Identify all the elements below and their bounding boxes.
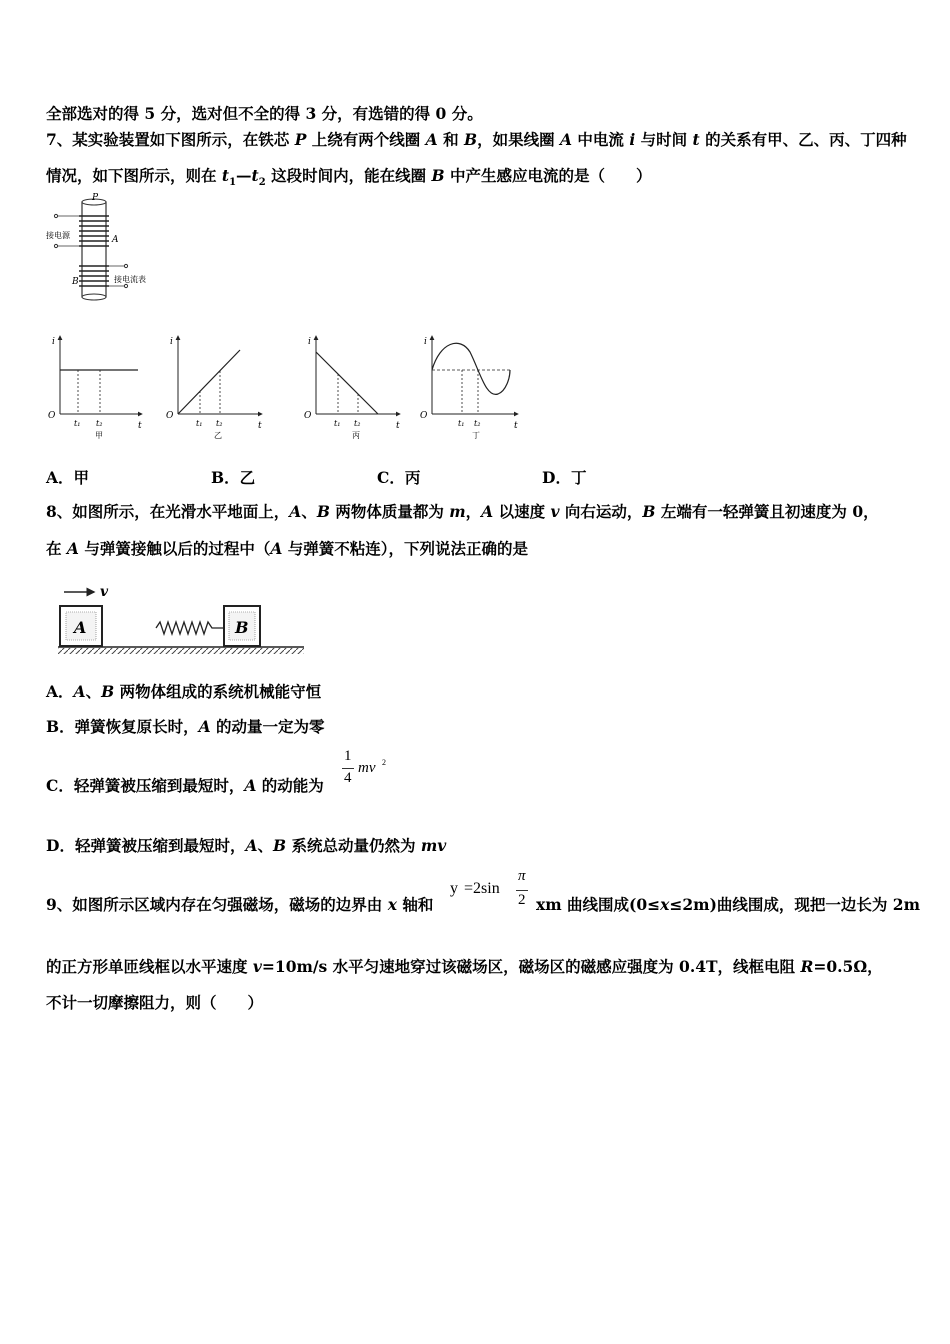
block-b: B xyxy=(235,618,249,637)
label-power: 接电源 xyxy=(46,231,70,240)
svg-text:t: t xyxy=(138,421,142,431)
svg-text:t₁: t₁ xyxy=(74,419,81,428)
svg-text:丙: 丙 xyxy=(352,431,360,440)
svg-text:O: O xyxy=(304,411,312,421)
q9-line1-left: 9、如图所示区域内存在匀强磁场，磁场的边界由 x 轴和 xyxy=(46,895,434,914)
svg-text:t: t xyxy=(396,421,400,431)
svg-text:t₂: t₂ xyxy=(96,419,103,428)
svg-text:t₁: t₁ xyxy=(196,419,203,428)
q8-option-b[interactable]: B．弹簧恢复原长时，A 的动量一定为零 xyxy=(46,717,325,736)
svg-text:i: i xyxy=(424,337,427,347)
svg-text:甲: 甲 xyxy=(95,431,103,440)
graph-yi xyxy=(166,336,262,440)
q9-line2: 的正方形单匝线框以水平速度 v=10m/s 水平匀速地穿过该磁场区，磁场区的磁感应强度为 0.4T，线框电阻 R=0.5Ω， xyxy=(46,957,883,976)
svg-text:t₁: t₁ xyxy=(458,419,465,428)
q7-line2: 情况，如下图所示，则在 $t_1—t_2$ 这段时间内，能在线圈 B 中产生感应电流的是（ ） xyxy=(46,166,652,189)
spring xyxy=(156,622,224,634)
svg-text:t: t xyxy=(514,421,518,431)
label-b: B xyxy=(72,277,79,287)
block-a: A xyxy=(74,618,87,637)
q7-option-a[interactable]: A．甲 xyxy=(46,468,90,487)
q8-line1: 8、如图所示，在光滑水平地面上，A、B 两物体质量都为 m，A 以速度 v 向右运动，B 左端有一轻弹簧且初速度为 0， xyxy=(46,502,879,521)
q7-line1: 7、某实验装置如下图所示，在铁芯 P 上绕有两个线圈 A 和 B，如果线圈 A 中电流 i 与时间 t 的关系有甲、乙、丙、丁四种 xyxy=(46,130,907,149)
graph-ding xyxy=(420,336,518,440)
svg-text:O: O xyxy=(48,411,56,421)
svg-text:i: i xyxy=(170,337,173,347)
q9-line1-right: xm 曲线围成(0≤x≤2m)曲线围成，现把一边长为 2m xyxy=(536,895,920,914)
svg-text:t: t xyxy=(258,421,262,431)
q8-option-d[interactable]: D．轻弹簧被压缩到最短时，A、B 系统总动量仍然为 mv xyxy=(46,836,447,855)
coil-figure xyxy=(44,192,164,302)
svg-text:t₂: t₂ xyxy=(474,419,481,428)
svg-text:t₁: t₁ xyxy=(334,419,341,428)
svg-text:v: v xyxy=(100,584,109,600)
q7-graphs xyxy=(40,332,540,444)
svg-text:O: O xyxy=(420,411,428,421)
q9-formula: y =2sin π 2 xyxy=(450,868,534,918)
q7-option-d[interactable]: D．丁 xyxy=(542,468,587,487)
svg-text:乙: 乙 xyxy=(214,431,222,440)
svg-text:t₂: t₂ xyxy=(216,419,223,428)
q8-line2: 在 A 与弹簧接触以后的过程中（A 与弹簧不粘连），下列说法正确的是 xyxy=(46,539,529,558)
graph-jia xyxy=(48,336,142,440)
svg-text:t₂: t₂ xyxy=(354,419,361,428)
intro-text: 全部选对的得 5 分，选对但不全的得 3 分，有选错的得 0 分。 xyxy=(46,104,483,123)
svg-text:丁: 丁 xyxy=(472,431,480,440)
q9-line3: 不计一切摩擦阻力，则（ ） xyxy=(46,993,264,1012)
label-meter: 接电流表 xyxy=(114,275,146,284)
graph-bing xyxy=(304,336,400,440)
svg-text:i: i xyxy=(308,337,311,347)
q8-option-c-formula: 1 4 mv 2 xyxy=(344,748,386,786)
label-p: P xyxy=(92,193,99,203)
label-a: A xyxy=(112,235,119,245)
svg-text:O: O xyxy=(166,411,174,421)
q8-option-c[interactable]: C．轻弹簧被压缩到最短时，A 的动能为 xyxy=(46,776,324,795)
q8-option-a[interactable]: A．A、B 两物体组成的系统机械能守恒 xyxy=(46,682,322,701)
spring-figure xyxy=(56,578,306,664)
svg-text:i: i xyxy=(52,337,55,347)
q7-option-c[interactable]: C．丙 xyxy=(377,468,421,487)
q7-option-b[interactable]: B．乙 xyxy=(211,468,256,487)
